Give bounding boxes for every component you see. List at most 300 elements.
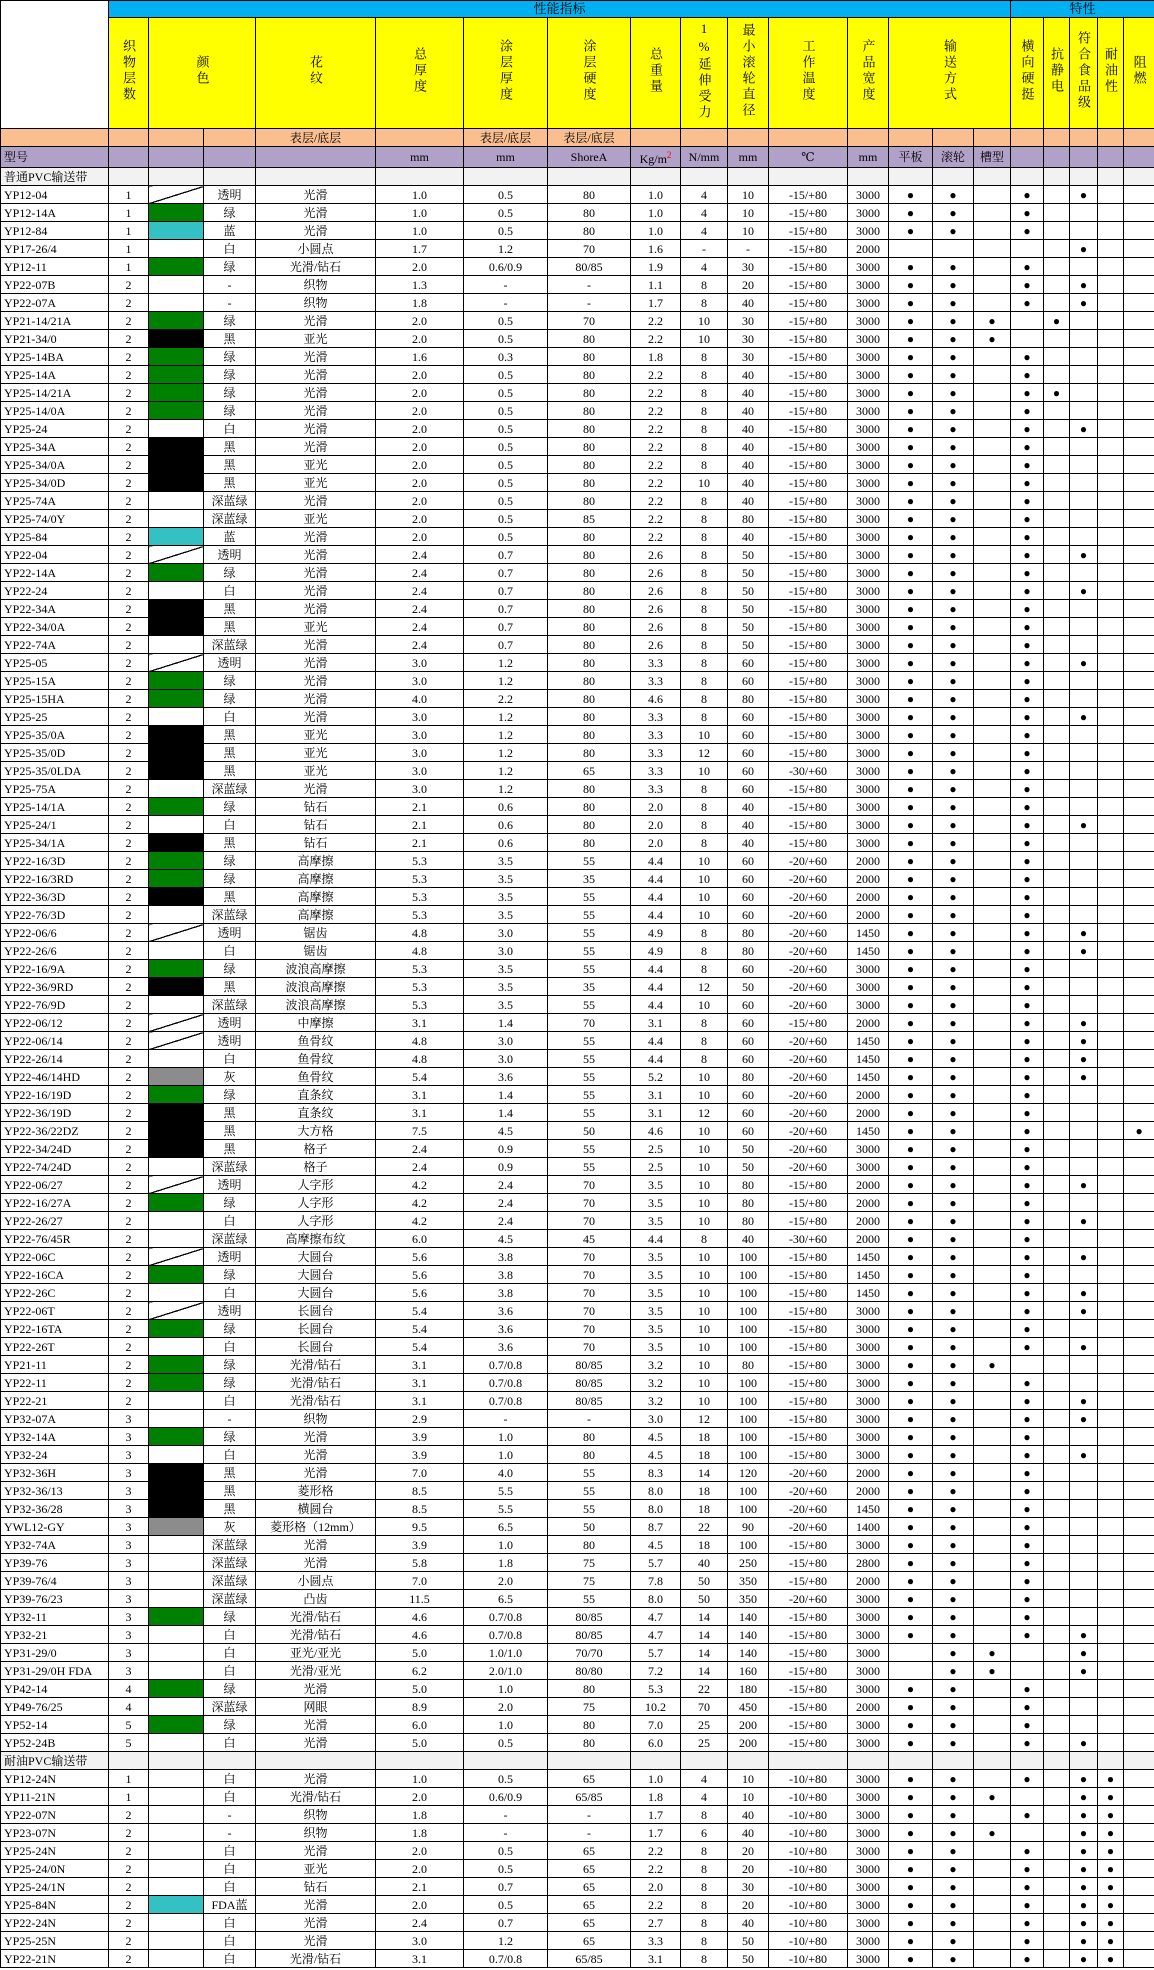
plies-cell: 2 bbox=[109, 1212, 149, 1230]
roller-dot-cell: ● bbox=[933, 348, 974, 366]
hardness-cell: - bbox=[548, 276, 631, 294]
force-cell: 14 bbox=[681, 1644, 728, 1662]
trough-dot-cell bbox=[974, 1932, 1011, 1950]
pattern-cell: 亚光 bbox=[256, 1860, 376, 1878]
coating-thickness-cell: 0.5 bbox=[464, 384, 548, 402]
thickness-cell: 2.4 bbox=[376, 636, 464, 654]
oil-dot-cell bbox=[1098, 816, 1124, 834]
roller-dot-cell: ● bbox=[933, 816, 974, 834]
force-cell: 10 bbox=[681, 1176, 728, 1194]
plies-cell: 2 bbox=[109, 1176, 149, 1194]
trough-dot-cell bbox=[974, 762, 1011, 780]
color-name-cell: 白 bbox=[204, 420, 256, 438]
thickness-cell: 2.0 bbox=[376, 1788, 464, 1806]
flame-dot-cell: ● bbox=[1124, 1122, 1154, 1140]
roller-dia-cell: 60 bbox=[728, 1086, 769, 1104]
section-row bbox=[1, 1752, 1154, 1770]
foodgrade-dot-cell: ● bbox=[1070, 1068, 1098, 1086]
color-swatch bbox=[149, 1284, 204, 1302]
foodgrade-dot-cell bbox=[1070, 1680, 1098, 1698]
roller-dot-cell: ● bbox=[933, 1554, 974, 1572]
pattern-cell: 光滑/钻石 bbox=[256, 1626, 376, 1644]
section-empty-cell bbox=[1070, 1752, 1098, 1770]
force-cell: 8 bbox=[681, 1806, 728, 1824]
roller-dia-cell: 50 bbox=[728, 582, 769, 600]
oil-dot-cell bbox=[1098, 654, 1124, 672]
roller-dia-cell: 50 bbox=[728, 636, 769, 654]
temp-cell: -20/+60 bbox=[769, 870, 848, 888]
table-row bbox=[1, 1356, 1154, 1374]
weight-cell: 2.5 bbox=[631, 1158, 681, 1176]
width-cell: 2000 bbox=[848, 1482, 889, 1500]
width-cell: 3000 bbox=[848, 384, 889, 402]
width-cell: 2000 bbox=[848, 1104, 889, 1122]
table-row bbox=[1, 996, 1154, 1014]
roller-dia-cell: 120 bbox=[728, 1464, 769, 1482]
foodgrade-dot-cell: ● bbox=[1070, 1248, 1098, 1266]
pattern-cell: 光滑 bbox=[256, 1914, 376, 1932]
color-swatch bbox=[149, 1266, 204, 1284]
trough-dot-cell bbox=[974, 924, 1011, 942]
coating-thickness-cell: 5.5 bbox=[464, 1500, 548, 1518]
stiffness-dot-cell: ● bbox=[1011, 726, 1044, 744]
thickness-cell: 2.0 bbox=[376, 456, 464, 474]
flat-dot-cell: ● bbox=[889, 1950, 933, 1968]
coating-thickness-cell: 1.2 bbox=[464, 240, 548, 258]
flat-dot-cell: ● bbox=[889, 996, 933, 1014]
weight-cell: 2.2 bbox=[631, 510, 681, 528]
width-cell: 3000 bbox=[848, 1536, 889, 1554]
antistatic-dot-cell bbox=[1044, 1806, 1070, 1824]
weight-cell: 4.4 bbox=[631, 960, 681, 978]
antistatic-dot-cell bbox=[1044, 546, 1070, 564]
col-header-food-grade: 符合食品级 bbox=[1070, 18, 1098, 129]
convey-trough-label: 槽型 bbox=[974, 147, 1011, 168]
model-cell: YP22-21 bbox=[1, 1392, 109, 1410]
flat-dot-cell: ● bbox=[889, 1626, 933, 1644]
plies-cell: 2 bbox=[109, 1860, 149, 1878]
plies-cell: 2 bbox=[109, 1284, 149, 1302]
thickness-cell: 5.4 bbox=[376, 1338, 464, 1356]
foodgrade-dot-cell: ● bbox=[1070, 816, 1098, 834]
force-cell: 8 bbox=[681, 600, 728, 618]
flat-dot-cell: ● bbox=[889, 186, 933, 204]
trough-dot-cell bbox=[974, 1878, 1011, 1896]
color-swatch bbox=[149, 1032, 204, 1050]
roller-dot-cell: ● bbox=[933, 600, 974, 618]
roller-dia-cell: 60 bbox=[728, 960, 769, 978]
trough-dot-cell bbox=[974, 1032, 1011, 1050]
flame-dot-cell bbox=[1124, 1158, 1154, 1176]
temp-cell: -10/+80 bbox=[769, 1914, 848, 1932]
oil-dot-cell bbox=[1098, 744, 1124, 762]
weight-cell: 2.2 bbox=[631, 366, 681, 384]
force-cell: 22 bbox=[681, 1518, 728, 1536]
model-cell: YP25-24/0N bbox=[1, 1860, 109, 1878]
table-row bbox=[1, 852, 1154, 870]
thickness-cell: 2.1 bbox=[376, 1878, 464, 1896]
flame-dot-cell bbox=[1124, 816, 1154, 834]
color-name-cell: 绿 bbox=[204, 1356, 256, 1374]
roller-dia-cell: 50 bbox=[728, 978, 769, 996]
trough-dot-cell bbox=[974, 1446, 1011, 1464]
foodgrade-dot-cell bbox=[1070, 1536, 1098, 1554]
hardness-cell: 65 bbox=[548, 1770, 631, 1788]
width-cell: 3000 bbox=[848, 1320, 889, 1338]
model-cell: YP32-24 bbox=[1, 1446, 109, 1464]
oil-dot-cell bbox=[1098, 1374, 1124, 1392]
coating-thickness-cell: 0.7/0.8 bbox=[464, 1356, 548, 1374]
antistatic-dot-cell bbox=[1044, 1122, 1070, 1140]
antistatic-dot-cell bbox=[1044, 1104, 1070, 1122]
roller-dot-cell: ● bbox=[933, 1824, 974, 1842]
plies-cell: 2 bbox=[109, 672, 149, 690]
oil-dot-cell bbox=[1098, 1050, 1124, 1068]
color-name-cell: 绿 bbox=[204, 1320, 256, 1338]
unit-total-thickness: mm bbox=[376, 147, 464, 168]
force-cell: 10 bbox=[681, 1194, 728, 1212]
color-swatch bbox=[149, 204, 204, 222]
flat-dot-cell: ● bbox=[889, 1914, 933, 1932]
temp-cell: -15/+80 bbox=[769, 330, 848, 348]
pattern-cell: 光滑 bbox=[256, 222, 376, 240]
antistatic-dot-cell bbox=[1044, 1734, 1070, 1752]
force-cell: 10 bbox=[681, 1248, 728, 1266]
roller-dot-cell: ● bbox=[933, 1410, 974, 1428]
color-swatch bbox=[149, 726, 204, 744]
foodgrade-dot-cell: ● bbox=[1070, 1338, 1098, 1356]
flat-dot-cell: ● bbox=[889, 1068, 933, 1086]
foodgrade-dot-cell: ● bbox=[1070, 276, 1098, 294]
weight-cell: 1.7 bbox=[631, 294, 681, 312]
weight-cell: 3.2 bbox=[631, 1392, 681, 1410]
weight-cell: 7.8 bbox=[631, 1572, 681, 1590]
flat-dot-cell: ● bbox=[889, 474, 933, 492]
color-swatch bbox=[149, 1824, 204, 1842]
flame-dot-cell bbox=[1124, 1806, 1154, 1824]
weight-cell: 3.3 bbox=[631, 762, 681, 780]
antistatic-dot-cell bbox=[1044, 1878, 1070, 1896]
roller-dia-cell: 40 bbox=[728, 834, 769, 852]
thickness-cell: 3.1 bbox=[376, 1392, 464, 1410]
roller-dia-cell: 100 bbox=[728, 1392, 769, 1410]
weight-cell: 4.4 bbox=[631, 906, 681, 924]
thickness-cell: 3.0 bbox=[376, 672, 464, 690]
color-swatch bbox=[149, 798, 204, 816]
foodgrade-dot-cell bbox=[1070, 618, 1098, 636]
thickness-cell: 5.6 bbox=[376, 1266, 464, 1284]
hardness-cell: 80 bbox=[548, 618, 631, 636]
force-cell: 4 bbox=[681, 186, 728, 204]
color-swatch bbox=[149, 276, 204, 294]
hardness-cell: 80 bbox=[548, 726, 631, 744]
thickness-cell: 5.4 bbox=[376, 1320, 464, 1338]
antistatic-dot-cell bbox=[1044, 780, 1070, 798]
flat-dot-cell: ● bbox=[889, 1014, 933, 1032]
foodgrade-dot-cell bbox=[1070, 960, 1098, 978]
weight-cell: 3.0 bbox=[631, 1410, 681, 1428]
color-swatch bbox=[149, 1248, 204, 1266]
col-header-elongation-force: 1%延伸受力 bbox=[681, 18, 728, 129]
trough-dot-cell bbox=[974, 276, 1011, 294]
oil-dot-cell: ● bbox=[1098, 1914, 1124, 1932]
temp-cell: -20/+60 bbox=[769, 1122, 848, 1140]
roller-dia-cell: 60 bbox=[728, 780, 769, 798]
hardness-cell: 70 bbox=[548, 1266, 631, 1284]
color-swatch bbox=[149, 1122, 204, 1140]
trough-dot-cell bbox=[974, 654, 1011, 672]
temp-cell: -15/+80 bbox=[769, 1320, 848, 1338]
model-cell: YP22-26C bbox=[1, 1284, 109, 1302]
temp-cell: -15/+80 bbox=[769, 1338, 848, 1356]
force-cell: 8 bbox=[681, 1014, 728, 1032]
hardness-cell: 80 bbox=[548, 492, 631, 510]
hardness-cell: 80/85 bbox=[548, 258, 631, 276]
hardness-cell: 55 bbox=[548, 1050, 631, 1068]
plies-cell: 3 bbox=[109, 1518, 149, 1536]
antistatic-dot-cell bbox=[1044, 1914, 1070, 1932]
trough-dot-cell: ● bbox=[974, 1356, 1011, 1374]
color-swatch bbox=[149, 1104, 204, 1122]
force-cell: 8 bbox=[681, 1230, 728, 1248]
plies-cell: 2 bbox=[109, 510, 149, 528]
model-cell: YP22-34A bbox=[1, 600, 109, 618]
antistatic-dot-cell bbox=[1044, 906, 1070, 924]
table-row bbox=[1, 1374, 1154, 1392]
force-cell: 8 bbox=[681, 366, 728, 384]
thickness-cell: 3.0 bbox=[376, 726, 464, 744]
oil-dot-cell bbox=[1098, 762, 1124, 780]
stiffness-dot-cell: ● bbox=[1011, 186, 1044, 204]
foodgrade-dot-cell bbox=[1070, 1104, 1098, 1122]
section-empty-cell bbox=[548, 168, 631, 186]
antistatic-dot-cell bbox=[1044, 834, 1070, 852]
flat-dot-cell: ● bbox=[889, 258, 933, 276]
stiffness-dot-cell: ● bbox=[1011, 978, 1044, 996]
stiffness-dot-cell: ● bbox=[1011, 1158, 1044, 1176]
table-row bbox=[1, 222, 1154, 240]
hardness-cell: 80 bbox=[548, 420, 631, 438]
color-name-cell: 深蓝绿 bbox=[204, 906, 256, 924]
trough-dot-cell bbox=[974, 1140, 1011, 1158]
oil-dot-cell bbox=[1098, 942, 1124, 960]
flat-dot-cell: ● bbox=[889, 546, 933, 564]
flame-dot-cell bbox=[1124, 762, 1154, 780]
table-row bbox=[1, 1266, 1154, 1284]
table-row bbox=[1, 1194, 1154, 1212]
force-cell: 12 bbox=[681, 744, 728, 762]
foodgrade-dot-cell bbox=[1070, 1698, 1098, 1716]
hardness-cell: 70 bbox=[548, 1014, 631, 1032]
model-cell: YP32-14A bbox=[1, 1428, 109, 1446]
foodgrade-dot-cell bbox=[1070, 1266, 1098, 1284]
temp-cell: -20/+60 bbox=[769, 852, 848, 870]
pattern-cell: 光滑 bbox=[256, 582, 376, 600]
trough-dot-cell bbox=[974, 1284, 1011, 1302]
section-title: 普通PVC输送带 bbox=[1, 168, 109, 186]
weight-cell: 4.5 bbox=[631, 1446, 681, 1464]
hardness-cell: 80 bbox=[548, 456, 631, 474]
roller-dia-cell: 60 bbox=[728, 906, 769, 924]
thickness-cell: 5.3 bbox=[376, 888, 464, 906]
trough-dot-cell bbox=[974, 798, 1011, 816]
pattern-cell: 鱼骨纹 bbox=[256, 1068, 376, 1086]
model-cell: YP22-07A bbox=[1, 294, 109, 312]
table-row bbox=[1, 1104, 1154, 1122]
thickness-cell: 3.1 bbox=[376, 1104, 464, 1122]
table-row bbox=[1, 582, 1154, 600]
foodgrade-dot-cell bbox=[1070, 726, 1098, 744]
antistatic-dot-cell bbox=[1044, 204, 1070, 222]
flat-dot-cell: ● bbox=[889, 618, 933, 636]
antistatic-dot-cell bbox=[1044, 1320, 1070, 1338]
color-name-cell: 黑 bbox=[204, 744, 256, 762]
table-row bbox=[1, 366, 1154, 384]
roller-dot-cell: ● bbox=[933, 204, 974, 222]
table-row bbox=[1, 1014, 1154, 1032]
color-name-cell: 绿 bbox=[204, 960, 256, 978]
temp-cell: -15/+80 bbox=[769, 816, 848, 834]
plies-cell: 2 bbox=[109, 636, 149, 654]
roller-dia-cell: 100 bbox=[728, 1410, 769, 1428]
trough-dot-cell bbox=[974, 240, 1011, 258]
foodgrade-dot-cell: ● bbox=[1070, 1914, 1098, 1932]
stiffness-dot-cell: ● bbox=[1011, 600, 1044, 618]
table-row bbox=[1, 960, 1154, 978]
color-swatch bbox=[149, 762, 204, 780]
roller-dia-cell: - bbox=[728, 240, 769, 258]
hardness-cell: 70 bbox=[548, 1320, 631, 1338]
roller-dia-cell: 50 bbox=[728, 1932, 769, 1950]
corner-cell bbox=[1, 1, 109, 129]
weight-cell: 4.4 bbox=[631, 1050, 681, 1068]
convey-roller-label: 滚轮 bbox=[933, 147, 974, 168]
thickness-cell: 3.1 bbox=[376, 1950, 464, 1968]
hardness-cell: 80 bbox=[548, 690, 631, 708]
color-name-cell: 绿 bbox=[204, 1374, 256, 1392]
stiffness-dot-cell: ● bbox=[1011, 1194, 1044, 1212]
temp-cell: -10/+80 bbox=[769, 1806, 848, 1824]
pattern-cell: 光滑/钻石 bbox=[256, 1788, 376, 1806]
weight-cell: 4.4 bbox=[631, 1230, 681, 1248]
oil-dot-cell bbox=[1098, 1482, 1124, 1500]
color-name-cell: 深蓝绿 bbox=[204, 1554, 256, 1572]
model-cell: YP25-25 bbox=[1, 708, 109, 726]
coating-thickness-cell: 3.5 bbox=[464, 960, 548, 978]
thickness-cell: 4.8 bbox=[376, 1032, 464, 1050]
stiffness-dot-cell: ● bbox=[1011, 1698, 1044, 1716]
stiffness-dot-cell: ● bbox=[1011, 1086, 1044, 1104]
flat-dot-cell: ● bbox=[889, 1608, 933, 1626]
roller-dot-cell: ● bbox=[933, 1158, 974, 1176]
hardness-cell: 65 bbox=[548, 1842, 631, 1860]
weight-cell: 2.6 bbox=[631, 636, 681, 654]
trough-dot-cell bbox=[974, 1086, 1011, 1104]
model-cell: YP22-76/45R bbox=[1, 1230, 109, 1248]
force-cell: 12 bbox=[681, 978, 728, 996]
color-name-cell: 透明 bbox=[204, 1176, 256, 1194]
trough-dot-cell: ● bbox=[974, 1662, 1011, 1680]
section-empty-cell bbox=[769, 1752, 848, 1770]
color-name-cell: 绿 bbox=[204, 672, 256, 690]
pattern-cell: 光滑 bbox=[256, 1554, 376, 1572]
col-header-min-roller-dia: 最小滚轮直径 bbox=[728, 18, 769, 129]
flame-dot-cell bbox=[1124, 636, 1154, 654]
section-empty-cell bbox=[1011, 168, 1044, 186]
weight-cell: 1.0 bbox=[631, 1770, 681, 1788]
flat-dot-cell: ● bbox=[889, 1842, 933, 1860]
hardness-cell: 65/85 bbox=[548, 1950, 631, 1968]
force-cell: 8 bbox=[681, 492, 728, 510]
foodgrade-dot-cell bbox=[1070, 438, 1098, 456]
antistatic-dot-cell bbox=[1044, 1212, 1070, 1230]
trough-dot-cell: ● bbox=[974, 1788, 1011, 1806]
color-name-cell: 黑 bbox=[204, 834, 256, 852]
temp-cell: -20/+60 bbox=[769, 1158, 848, 1176]
model-cell: YP22-36/9RD bbox=[1, 978, 109, 996]
trough-dot-cell bbox=[974, 1104, 1011, 1122]
pattern-cell: 网眼 bbox=[256, 1698, 376, 1716]
pattern-cell: 钻石 bbox=[256, 834, 376, 852]
col-header-coating-thickness: 涂层厚度 bbox=[464, 18, 548, 129]
hardness-cell: 65 bbox=[548, 1914, 631, 1932]
trough-dot-cell bbox=[974, 528, 1011, 546]
stiffness-dot-cell bbox=[1011, 330, 1044, 348]
hardness-cell: 65/85 bbox=[548, 1788, 631, 1806]
trough-dot-cell bbox=[974, 852, 1011, 870]
plies-cell: 1 bbox=[109, 1788, 149, 1806]
flat-dot-cell: ● bbox=[889, 1194, 933, 1212]
model-cell: YWL12-GY bbox=[1, 1518, 109, 1536]
table-row bbox=[1, 1032, 1154, 1050]
temp-cell: -15/+80 bbox=[769, 672, 848, 690]
color-name-cell: - bbox=[204, 1410, 256, 1428]
trough-dot-cell bbox=[974, 492, 1011, 510]
color-swatch bbox=[149, 888, 204, 906]
thickness-cell: 2.0 bbox=[376, 366, 464, 384]
model-cell: YP25-24N bbox=[1, 1842, 109, 1860]
table-row bbox=[1, 258, 1154, 276]
hardness-cell: 80 bbox=[548, 834, 631, 852]
plies-cell: 2 bbox=[109, 1050, 149, 1068]
model-cell: YP22-24N bbox=[1, 1914, 109, 1932]
color-name-cell: 透明 bbox=[204, 924, 256, 942]
antistatic-dot-cell bbox=[1044, 1248, 1070, 1266]
thickness-cell: 6.0 bbox=[376, 1716, 464, 1734]
width-cell: 3000 bbox=[848, 474, 889, 492]
oil-dot-cell bbox=[1098, 1644, 1124, 1662]
flat-dot-cell: ● bbox=[889, 1320, 933, 1338]
roller-dia-cell: 350 bbox=[728, 1572, 769, 1590]
color-swatch bbox=[149, 1500, 204, 1518]
width-cell: 3000 bbox=[848, 420, 889, 438]
roller-dia-cell: 450 bbox=[728, 1698, 769, 1716]
oil-dot-cell bbox=[1098, 1410, 1124, 1428]
temp-cell: -15/+80 bbox=[769, 1176, 848, 1194]
flat-dot-cell: ● bbox=[889, 1212, 933, 1230]
thickness-cell: 3.9 bbox=[376, 1446, 464, 1464]
flame-dot-cell bbox=[1124, 1014, 1154, 1032]
flame-dot-cell bbox=[1124, 1140, 1154, 1158]
foodgrade-dot-cell: ● bbox=[1070, 1392, 1098, 1410]
flat-dot-cell: ● bbox=[889, 1464, 933, 1482]
pattern-cell: 光滑 bbox=[256, 402, 376, 420]
temp-cell: -15/+80 bbox=[769, 1284, 848, 1302]
model-column-label: 型号 bbox=[1, 147, 109, 168]
antistatic-dot-cell bbox=[1044, 690, 1070, 708]
table-row bbox=[1, 1122, 1154, 1140]
width-cell: 3000 bbox=[848, 1824, 889, 1842]
